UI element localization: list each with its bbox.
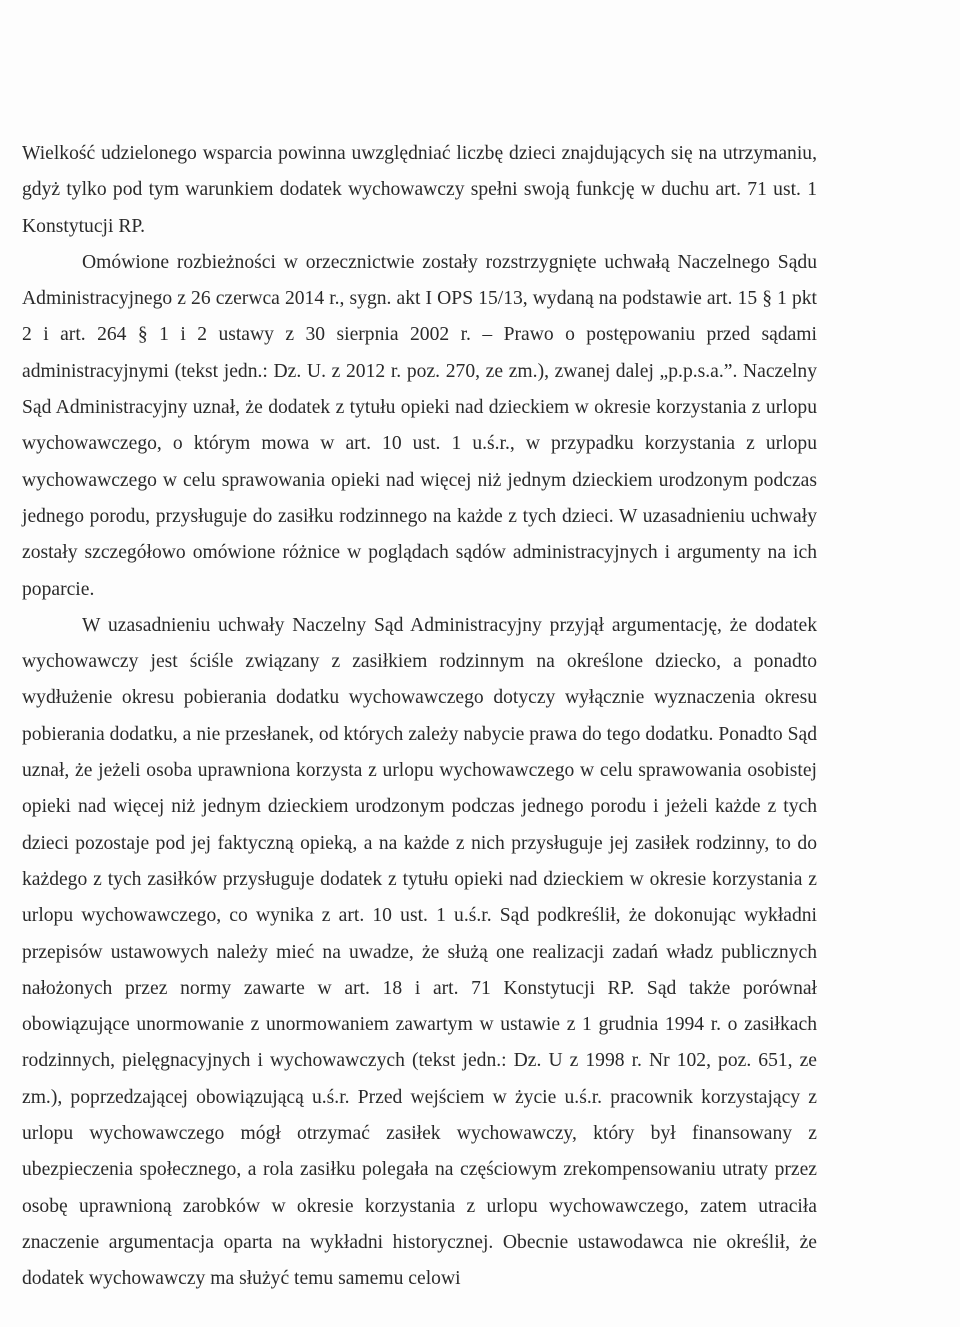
- paragraph: W uzasadnieniu uchwały Naczelny Sąd Administracyjny przyjął argumentację, że dodatek wychowawczy jest ściśle związany z zasiłkiem rodzinnym na określone dziecko, a ponadto wydłużenie okresu pobierania dodatku wychowawczego dotyczy wyłącznie wyznaczenia okresu pobierania dodatku, a nie przesłanek, od których zależy nabycie prawa do tego dodatku. Ponadto Sąd uznał, że jeżeli osoba uprawniona korzysta z urlopu wychowawczego w celu sprawowania osobistej opieki nad więcej niż jednym dzieckiem urodzonym podczas jednego porodu i jeżeli każde z tych dzieci pozostaje pod jej faktyczną opieką, a na każde z nich przysługuje jej zasiłek rodzinny, to do każdego z tych zasiłków przysługuje dodatek z tytułu opieki nad dzieckiem w okresie korzystania z urlopu wychowawczego, co wynika z art. 10 ust. 1 u.ś.r. Sąd podkreślił, że dokonując wykładni przepisów ustawowych należy mieć na uwadze, że służą one realizacji zadań władz publicznych nałożonych przez normy zawarte w art. 18 i art. 71 Konstytucji RP. Sąd także porównał obowiązujące unormowanie z unormowaniem zawartym w ustawie z 1 grudnia 1994 r. o zasiłkach rodzinnych, pielęgnacyjnych i wychowawczych (tekst jedn.: Dz. U z 1998 r. Nr 102, poz. 651, ze zm.), poprzedzającej obowiązującą u.ś.r. Przed wejściem w życie u.ś.r. pracownik korzystający z urlopu wychowawczego mógł otrzymać zasiłek wychowawczy, który był finansowany z ubezpieczenia społecznego, a rola zasiłku polegała na częściowym zrekompensowaniu utraty przez osobę uprawnioną zarobków w okresie korzystania z urlopu wychowawczego, zatem utraciła znaczenie argumentacja oparta na wykładni historycznej. Obecnie ustawodawca nie określił, że dodatek wychowawczy ma służyć temu samemu celowi: [22, 614, 817, 1290]
- paragraph: Wielkość udzielonego wsparcia powinna uwzględniać liczbę dzieci znajdujących się na utrzymaniu, gdyż tylko pod tym warunkiem dodatek wychowawczy spełni swoją funkcję w duchu art. 71 ust. 1 Konstytucji RP.: [22, 143, 817, 237]
- document-body: [22, 136, 817, 1298]
- paragraph: Omówione rozbieżności w orzecznictwie zostały rozstrzygnięte uchwałą Naczelnego Sądu Administracyjnego z 26 czerwca 2014 r., sygn. akt I OPS 15/13, wydaną na podstawie art. 15 § 1 pkt 2 i art. 264 § 1 i 2 ustawy z 30 sierpnia 2002 r. – Prawo o postępowaniu przed sądami administracyjnymi (tekst jedn.: Dz. U. z 2012 r. poz. 270, ze zm.), zwanej dalej „p.p.s.a.”. Naczelny Sąd Administracyjny uznał, że dodatek z tytułu opieki nad dzieckiem w okresie korzystania z urlopu wychowawczego, o którym mowa w art. 10 ust. 1 u.ś.r., w przypadku korzystania z urlopu wychowawczego w celu sprawowania opieki nad więcej niż jednym dzieckiem urodzonym podczas jednego porodu, przysługuje do zasiłku rodzinnego na każde z tych dzieci. W uzasadnieniu uchwały zostały szczegółowo omówione różnice w poglądach sądów administracyjnych i argumenty na ich poparcie.: [22, 251, 817, 600]
